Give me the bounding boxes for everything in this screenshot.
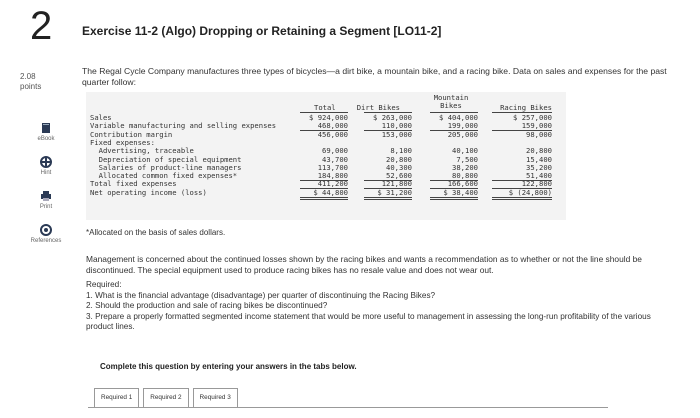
header-mountain: Mountain Bikes	[433, 93, 469, 111]
book-icon	[40, 122, 52, 134]
hint-icon	[40, 156, 52, 168]
cell-dirt-advertising: 8,100	[390, 146, 412, 156]
ebook-button[interactable]	[24, 122, 68, 142]
cell-racing-total-fixed: 122,800	[521, 179, 552, 189]
tab-required-1[interactable]: Required 1	[94, 388, 139, 408]
cell-mountain-variable: 199,000	[447, 121, 478, 131]
references-button[interactable]	[24, 224, 68, 244]
points-box	[20, 72, 41, 92]
required-item-2: 2. Should the production and sale of racing bikes be discontinued?	[86, 301, 328, 311]
intro-text: The Regal Cycle Company manufactures three types of bicycles—a dirt bike, a mountain bike, and a racing bike. Data on sales and expenses for the past quarter follow:	[82, 66, 667, 87]
cell-racing-depreciation: 15,400	[526, 154, 552, 164]
print-label: Print	[39, 204, 53, 210]
cell-total-total-fixed: 411,200	[317, 179, 348, 189]
cell-dirt-total-fixed: 121,800	[381, 179, 412, 189]
references-icon	[40, 224, 52, 236]
tab-required-2[interactable]: Required 2	[143, 388, 188, 408]
points-label: points	[20, 82, 42, 91]
cell-mountain-total-fixed: 166,600	[447, 179, 478, 189]
footnote: *Allocated on the basis of sales dollars.	[86, 228, 226, 237]
row-label-total-fixed: Total fixed expenses	[90, 179, 177, 189]
hint-button[interactable]	[24, 156, 68, 176]
cell-total-variable: 468,000	[317, 121, 348, 131]
cell-total-sales: $ 924,000	[309, 113, 348, 122]
question-number: 2	[30, 4, 53, 48]
cell-dirt-depreciation: 20,800	[386, 154, 412, 164]
cell-total-advertising: 69,000	[322, 146, 348, 156]
cell-racing-salaries: 35,200	[526, 162, 552, 172]
required-item-3: 3. Prepare a properly formatted segmented income statement that would be more useful to management in assessing the long-run profitability of the various product lines.	[86, 311, 651, 332]
hint-label: Hint	[40, 170, 52, 176]
management-paragraph: Management is concerned about the continued losses shown by the racing bikes and wants a recommendation as to whether or not the line should be discontinued. The special equipment used to produce racing bikes has no resale value and does not wear out.	[86, 254, 642, 275]
cell-racing-net-income: $ (24,800)	[508, 187, 552, 197]
left-rail	[0, 0, 68, 418]
cell-dirt-salaries: 40,300	[386, 162, 412, 172]
cell-dirt-net-income: $ 31,200	[377, 187, 412, 197]
cell-dirt-contribution: 153,000	[381, 129, 412, 139]
cell-total-depreciation: 43,700	[322, 154, 348, 164]
required-section	[86, 280, 676, 333]
cell-racing-allocated: 51,400	[526, 171, 552, 181]
cell-racing-sales: $ 257,000	[513, 113, 552, 122]
row-label-variable: Variable manufacturing and selling expenses	[90, 121, 277, 131]
print-icon	[40, 190, 52, 202]
references-label: References	[30, 238, 62, 244]
print-button[interactable]	[24, 190, 68, 210]
cell-dirt-allocated: 52,600	[386, 171, 412, 181]
cell-mountain-contribution: 205,000	[447, 129, 478, 139]
ebook-label: eBook	[37, 136, 55, 142]
cell-total-net-income: $ 44,800	[313, 187, 348, 197]
complete-instruction: Complete this question by entering your answers in the tabs below.	[100, 362, 357, 371]
cell-total-allocated: 184,800	[317, 171, 348, 181]
row-label-salaries: Salaries of product-line managers	[90, 162, 242, 172]
cell-dirt-sales: $ 263,000	[373, 113, 412, 122]
row-label-contribution: Contribution margin	[90, 129, 173, 139]
data-table	[86, 92, 566, 220]
cell-total-salaries: 113,700	[317, 162, 348, 172]
cell-racing-contribution: 98,000	[526, 129, 552, 139]
cell-mountain-net-income: $ 38,400	[443, 187, 478, 197]
row-label-depreciation: Depreciation of special equipment	[90, 154, 242, 164]
row-label-advertising: Advertising, traceable	[90, 146, 194, 156]
cell-racing-advertising: 20,800	[526, 146, 552, 156]
cell-total-contribution: 456,000	[317, 129, 348, 139]
tab-divider	[88, 407, 608, 408]
answer-tabs	[94, 388, 242, 408]
points-value: 2.08	[20, 72, 36, 81]
header-racing: Racing Bikes	[500, 103, 552, 112]
cell-racing-variable: 159,000	[521, 121, 552, 131]
cell-mountain-sales: $ 404,000	[439, 113, 478, 122]
cell-dirt-variable: 110,000	[381, 121, 412, 131]
exercise-title: Exercise 11-2 (Algo) Dropping or Retaining a Segment [LO11-2]	[82, 24, 442, 38]
row-label-allocated: Allocated common fixed expenses*	[90, 171, 238, 181]
required-heading: Required:	[86, 280, 122, 289]
cell-mountain-depreciation: 7,500	[456, 154, 478, 164]
row-label-sales: Sales	[90, 113, 112, 122]
row-label-net-income: Net operating income (loss)	[90, 187, 207, 197]
header-total: Total	[314, 103, 336, 112]
row-label-fixed: Fixed expenses:	[90, 137, 155, 147]
header-dirt: Dirt Bikes	[356, 103, 400, 112]
tab-required-3[interactable]: Required 3	[193, 388, 238, 408]
cell-mountain-advertising: 40,100	[452, 146, 478, 156]
cell-mountain-allocated: 80,800	[452, 171, 478, 181]
required-item-1: 1. What is the financial advantage (disadvantage) per quarter of discontinuing the Racing Bikes?	[86, 290, 436, 300]
cell-mountain-salaries: 38,200	[452, 162, 478, 172]
